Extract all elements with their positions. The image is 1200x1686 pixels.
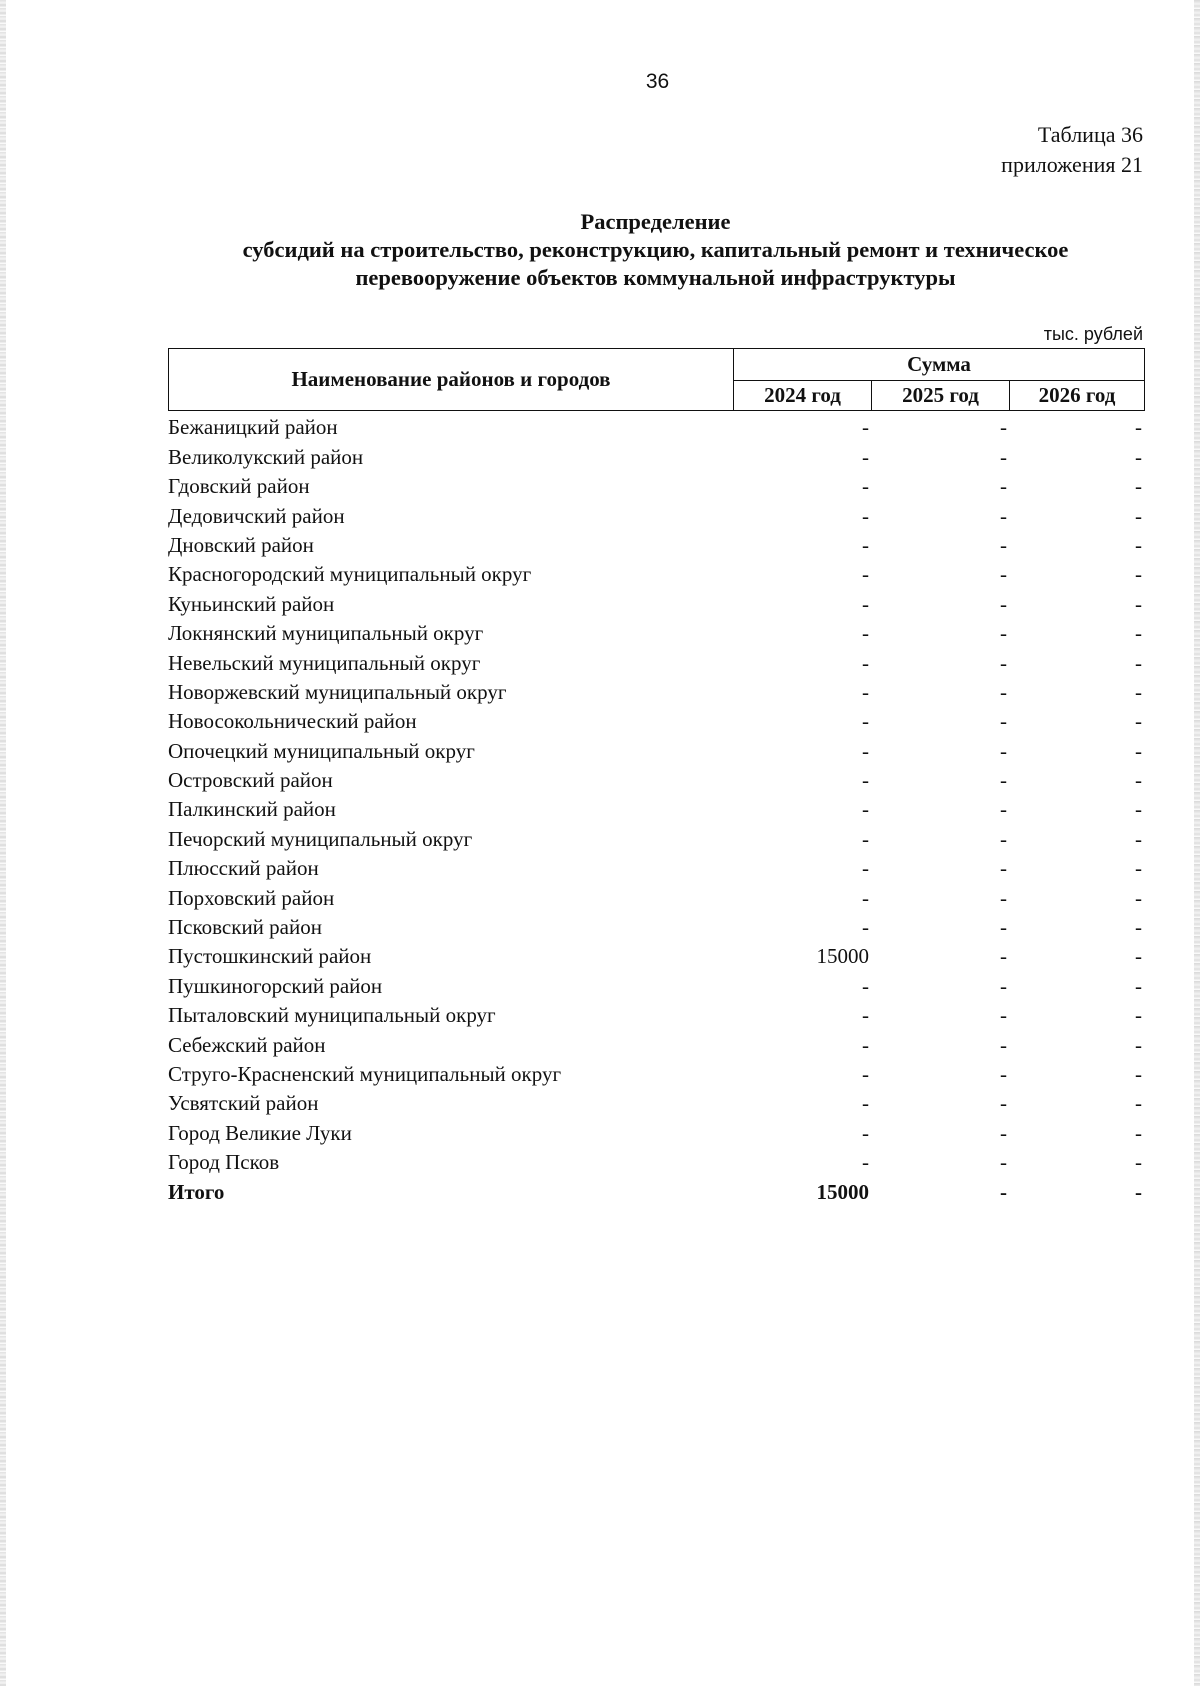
row-value-2026: - — [1135, 621, 1142, 646]
table-row — [168, 852, 1144, 881]
table-reference — [1001, 120, 1143, 180]
table-row — [168, 793, 1144, 822]
row-value-2024: - — [862, 474, 869, 499]
row-name: Дедовичский район — [168, 503, 345, 528]
table-row — [168, 1087, 1144, 1116]
row-value-2026: - — [1135, 1091, 1142, 1116]
table-row — [168, 646, 1144, 675]
row-name: Себежский район — [168, 1032, 326, 1057]
table-row — [168, 499, 1144, 528]
row-value-2025: - — [1000, 415, 1007, 440]
row-name: Великолукский район — [168, 444, 364, 469]
row-value-2024: - — [862, 503, 869, 528]
table-row — [168, 1058, 1144, 1087]
row-name: Пушкиногорский район — [168, 973, 383, 998]
row-value-2026: - — [1135, 944, 1142, 969]
row-value-2024: - — [862, 1120, 869, 1145]
document-title — [168, 208, 1143, 292]
table-row — [168, 676, 1144, 705]
row-name: Дновский район — [168, 532, 314, 557]
row-value-2025: - — [1000, 679, 1007, 704]
row-value-2026: - — [1135, 679, 1142, 704]
row-value-2026: - — [1135, 738, 1142, 763]
row-name: Островский район — [168, 768, 333, 793]
row-name: Локнянский муниципальный округ — [168, 621, 484, 646]
row-value-2024: - — [862, 1061, 869, 1086]
row-name: Бежаницкий район — [168, 415, 338, 440]
table-row — [168, 470, 1144, 499]
row-name: Невельский муниципальный округ — [168, 650, 481, 675]
row-value-2025: - — [1000, 1003, 1007, 1028]
row-value-2026: - — [1135, 532, 1142, 557]
row-value-2025: - — [1000, 738, 1007, 763]
row-name: Опочецкий муниципальный округ — [168, 738, 475, 763]
row-value-2024: - — [862, 415, 869, 440]
row-value-2026: - — [1135, 856, 1142, 881]
table-row — [168, 999, 1144, 1028]
table-row — [168, 911, 1144, 940]
row-value-2024: - — [862, 1003, 869, 1028]
table-header — [168, 348, 1145, 411]
row-value-2026: - — [1135, 797, 1142, 822]
row-value-2025: - — [1000, 444, 1007, 469]
row-value-2025: - — [1000, 768, 1007, 793]
row-value-2026: - — [1135, 503, 1142, 528]
row-value-2025: - — [1000, 944, 1007, 969]
title-line1: Распределение — [580, 209, 731, 234]
row-value-2026: - — [1135, 650, 1142, 675]
row-value-2025: - — [1000, 1091, 1007, 1116]
row-name: Красногородский муниципальный округ — [168, 562, 532, 587]
row-value-2026: - — [1135, 562, 1142, 587]
row-value-2025: - — [1000, 797, 1007, 822]
row-name: Пустошкинский район — [168, 944, 372, 969]
row-value-2024: - — [862, 709, 869, 734]
header-year-2024: 2024 год — [734, 381, 872, 411]
row-value-2025: - — [1000, 1061, 1007, 1086]
row-value-2024: 15000 — [816, 944, 869, 969]
row-value-2025: - — [1000, 621, 1007, 646]
table-row — [168, 1146, 1144, 1175]
header-name-column: Наименование районов и городов — [169, 349, 734, 411]
title-line2: субсидий на строительство, реконструкцию, капитальный ремонт и техническое — [242, 237, 1069, 262]
row-value-2025: - — [1000, 591, 1007, 616]
row-value-2026: - — [1135, 444, 1142, 469]
row-name: Город Великие Луки — [168, 1120, 352, 1145]
row-value-2025: - — [1000, 915, 1007, 940]
row-value-2025: - — [1000, 709, 1007, 734]
table-row — [168, 940, 1144, 969]
row-value-2024: - — [862, 621, 869, 646]
row-value-2024: - — [862, 1032, 869, 1057]
table-row — [168, 881, 1144, 910]
table-row — [168, 1116, 1144, 1145]
row-value-2024: - — [862, 826, 869, 851]
row-value-2025: - — [1000, 1120, 1007, 1145]
row-value-2024: - — [862, 768, 869, 793]
row-value-2026: - — [1135, 973, 1142, 998]
header-year-2026: 2026 год — [1010, 381, 1145, 411]
header-sum: Сумма — [734, 349, 1145, 381]
row-name: Печорский муниципальный округ — [168, 826, 473, 851]
row-value-2026: - — [1135, 826, 1142, 851]
table-row — [168, 1028, 1144, 1057]
row-value-2026: - — [1135, 1150, 1142, 1175]
row-value-2025: - — [1000, 885, 1007, 910]
row-value-2025: - — [1000, 650, 1007, 675]
row-value-2026: - — [1135, 1061, 1142, 1086]
row-value-2024: - — [862, 562, 869, 587]
page-number: 36 — [645, 70, 670, 93]
row-value-2024: - — [862, 444, 869, 469]
row-value-2026: - — [1135, 1032, 1142, 1057]
row-name: Город Псков — [168, 1150, 280, 1175]
row-value-2024: - — [862, 679, 869, 704]
row-value-2025: - — [1000, 973, 1007, 998]
row-value-2025: - — [1000, 1150, 1007, 1175]
row-value-2025: - — [1000, 562, 1007, 587]
row-name: Струго-Красненский муниципальный округ — [168, 1061, 562, 1086]
row-name: Новосокольнический район — [168, 709, 417, 734]
row-value-2024: - — [862, 1091, 869, 1116]
row-value-2026: - — [1135, 591, 1142, 616]
table-row — [168, 440, 1144, 469]
row-value-2024: - — [862, 915, 869, 940]
row-value-2025: - — [1000, 826, 1007, 851]
row-value-2026: - — [1135, 1003, 1142, 1028]
row-name: Плюсский район — [168, 856, 319, 881]
header-year-2025: 2025 год — [872, 381, 1010, 411]
row-value-2024: - — [862, 591, 869, 616]
row-value-2024: - — [862, 885, 869, 910]
total-value-2025: - — [1000, 1179, 1007, 1204]
row-name: Гдовский район — [168, 474, 310, 499]
scan-edge-right — [1194, 0, 1200, 1686]
title-line3: перевооружение объектов коммунальной инфраструктуры — [355, 265, 956, 290]
table-row — [168, 587, 1144, 616]
row-name: Псковский район — [168, 915, 322, 940]
row-value-2026: - — [1135, 415, 1142, 440]
table-row — [168, 617, 1144, 646]
row-value-2026: - — [1135, 915, 1142, 940]
row-value-2025: - — [1000, 503, 1007, 528]
row-value-2026: - — [1135, 1120, 1142, 1145]
row-value-2026: - — [1135, 474, 1142, 499]
total-label: Итого — [168, 1179, 225, 1204]
row-name: Куньинский район — [168, 591, 335, 616]
table-reference-line1: Таблица 36 — [1037, 122, 1143, 147]
row-value-2025: - — [1000, 1032, 1007, 1057]
table-row — [168, 734, 1144, 763]
table-row — [168, 411, 1144, 440]
table-total-row — [168, 1175, 1144, 1204]
row-value-2024: - — [862, 797, 869, 822]
table-row — [168, 705, 1144, 734]
row-name: Усвятский район — [168, 1091, 319, 1116]
table-row — [168, 558, 1144, 587]
row-value-2024: - — [862, 973, 869, 998]
row-name: Порховский район — [168, 885, 335, 910]
row-value-2026: - — [1135, 768, 1142, 793]
row-name: Новоржевский муниципальный округ — [168, 679, 507, 704]
total-value-2024: 15000 — [816, 1179, 869, 1204]
table-body — [168, 411, 1144, 1205]
table-row — [168, 969, 1144, 998]
row-value-2025: - — [1000, 532, 1007, 557]
row-value-2024: - — [862, 738, 869, 763]
total-value-2026: - — [1135, 1179, 1142, 1204]
row-value-2026: - — [1135, 885, 1142, 910]
row-name: Палкинский район — [168, 797, 336, 822]
row-value-2024: - — [862, 856, 869, 881]
row-value-2025: - — [1000, 856, 1007, 881]
row-value-2025: - — [1000, 474, 1007, 499]
row-value-2024: - — [862, 650, 869, 675]
scan-edge-left — [0, 0, 6, 1686]
table-row — [168, 822, 1144, 851]
row-value-2024: - — [862, 532, 869, 557]
units-label: тыс. рублей — [1043, 324, 1143, 344]
row-name: Пыталовский муниципальный округ — [168, 1003, 496, 1028]
table-reference-line2: приложения 21 — [1001, 152, 1143, 177]
table-row — [168, 529, 1144, 558]
row-value-2026: - — [1135, 709, 1142, 734]
table-row — [168, 764, 1144, 793]
row-value-2024: - — [862, 1150, 869, 1175]
